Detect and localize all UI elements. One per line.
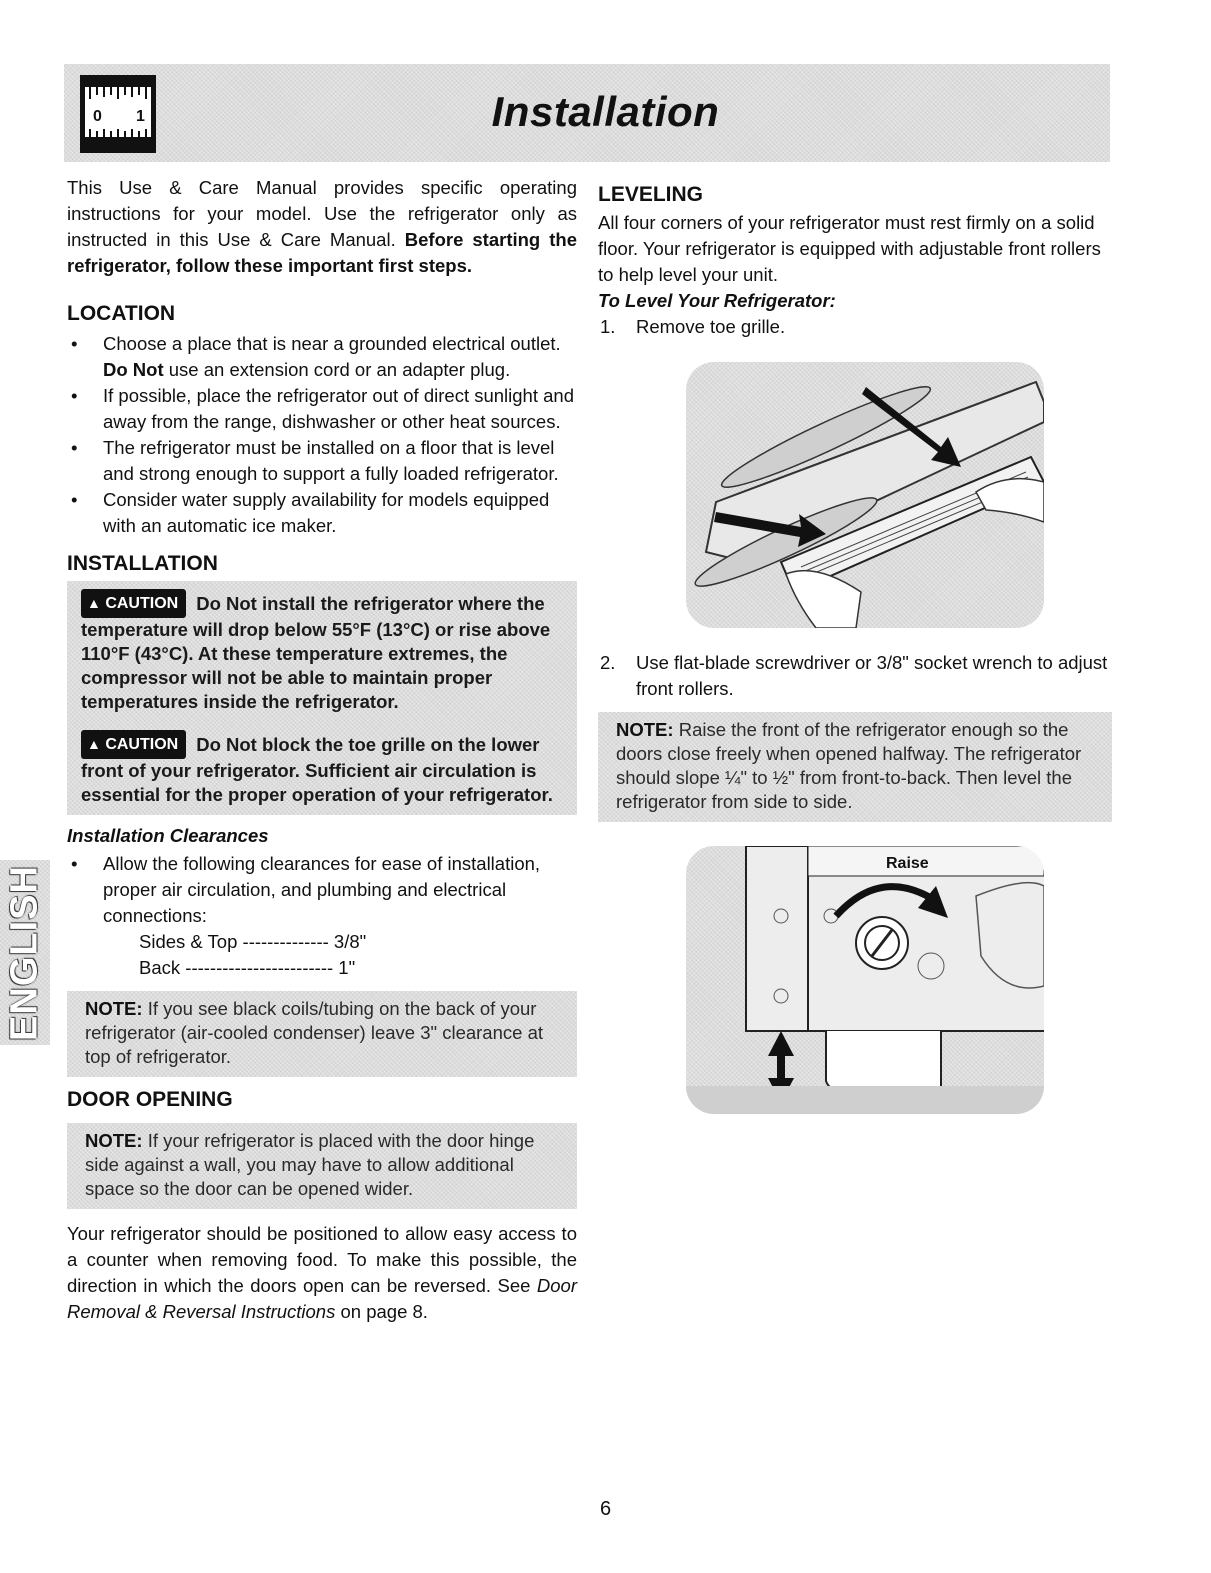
caution-box-temperature: [67, 581, 577, 722]
location-heading: LOCATION: [67, 302, 176, 325]
leveling-steps-1: [598, 314, 1112, 340]
clearances-list: [67, 851, 577, 929]
language-tab: [0, 860, 50, 1045]
step-item: 2. Use flat-blade screwdriver or 3/8" socket wrench to adjust front rollers.: [600, 652, 1108, 699]
note-label: NOTE:: [616, 719, 674, 740]
clearance-row-sides: Sides & Top -------------- 3/8": [139, 931, 367, 952]
raise-label: Raise: [886, 855, 929, 872]
page-number: 6: [599, 1498, 612, 1520]
door-opening-heading: DOOR OPENING: [67, 1088, 233, 1111]
door-removal-reference: Door Removal & Reversal Instructions: [67, 1275, 577, 1322]
note-label: NOTE:: [85, 1130, 143, 1151]
step-item: 1. Remove toe grille.: [600, 316, 786, 337]
caution-box-toe-grille: [67, 722, 577, 815]
clearance-note: [67, 991, 577, 1077]
list-item-text: Allow the following clearances for ease of installation, proper air circulation, and plumbing and electrical connections:: [103, 853, 541, 926]
leveling-paragraph: All four corners of your refrigerator must rest firmly on a solid floor. Your refrigerator is equipped with adjustable front rollers to help level your unit.: [598, 212, 1101, 285]
note-text: Raise the front of the refrigerator enough so the doors close freely when opened halfway. The refrigerator should slope ¼" to ½" from front-to-back. Then level the refrigerator from side to side.: [616, 719, 1082, 812]
caution-text: Do Not install the refrigerator where the temperature will drop below 55°F (13°C) or rise above 110°F (43°C). At these temperature extremes, the compressor will not be able to maintain proper temperatures inside the refrigerator.: [81, 593, 551, 712]
toe-grille-illustration: [686, 362, 1044, 628]
caution-badge: ▲ CAUTION: [81, 730, 186, 759]
installation-heading: INSTALLATION: [67, 552, 218, 575]
note-label: NOTE:: [85, 998, 143, 1019]
intro-bold: Before starting the refrigerator, follow these important first steps.: [67, 229, 578, 276]
caution-badge: ▲ CAUTION: [81, 589, 186, 618]
intro-paragraph: [67, 175, 577, 279]
list-item-text: Choose a place that is near a grounded electrical outlet.: [103, 333, 561, 354]
leveling-note: [598, 712, 1112, 822]
list-item-text: If possible, place the refrigerator out of direct sunlight and away from the range, dishwasher or other heat sources.: [103, 385, 574, 432]
list-item-text: Consider water supply availability for models equipped with an automatic ice maker.: [103, 489, 550, 536]
left-column: [67, 175, 577, 1325]
right-column: [598, 182, 1112, 1114]
door-opening-paragraph: Your refrigerator should be positioned to allow easy access to a counter when removing food. To make this possible, the direction in which the doors open can be reversed. See Door Removal & Reversal Instructions on page 8.: [67, 1223, 577, 1322]
leveling-subheading: To Level Your Refrigerator:: [598, 290, 836, 311]
clearance-row-back: Back ------------------------ 1": [139, 957, 356, 978]
page-title: Installation: [491, 88, 720, 135]
list-item-bold: Do Not: [103, 359, 164, 380]
list-item: • If possible, place the refrigerator out of direct sunlight and away from the range, dishwasher or other heat sources.: [71, 385, 574, 432]
note-text: If you see black coils/tubing on the back of your refrigerator (air-cooled condenser) leave 3" clearance at top of refrigerator.: [85, 998, 543, 1067]
ruler-label-0: 0: [93, 108, 102, 125]
list-item-text: use an extension cord or an adapter plug.: [168, 359, 511, 380]
list-item: • The refrigerator must be installed on a floor that is level and strong enough to support a fully loaded refrigerator.: [71, 437, 559, 484]
clearances-heading: Installation Clearances: [67, 825, 269, 846]
leveling-heading: LEVELING: [598, 183, 704, 206]
language-tab-label: ENGLISH: [3, 864, 46, 1041]
location-list: [67, 331, 577, 539]
list-item-text: The refrigerator must be installed on a floor that is level and strong enough to support a fully loaded refrigerator.: [103, 437, 559, 484]
door-opening-note: [67, 1123, 577, 1209]
warning-icon: ▲: [87, 595, 101, 611]
list-item: • Consider water supply availability for models equipped with an automatic ice maker.: [71, 489, 550, 536]
caution-text: Do Not block the toe grille on the lower front of your refrigerator. Sufficient air circulation is essential for the proper operation of your refrigerator.: [81, 734, 553, 805]
warning-icon: ▲: [87, 736, 101, 752]
note-text: If your refrigerator is placed with the door hinge side against a wall, you may have to allow additional space so the door can be opened wider.: [85, 1130, 535, 1199]
leveling-steps-2: [598, 650, 1112, 702]
list-item: • Choose a place that is near a grounded electrical outlet. Do Not use an extension cord or an adapter plug.: [71, 333, 561, 380]
roller-adjust-illustration: [686, 846, 1044, 1114]
intro-text: This Use & Care Manual provides specific operating instructions for your model. Use the refrigerator only as instructed in this Use & Care Manual.: [67, 177, 577, 250]
ruler-label-1: 1: [136, 108, 145, 125]
list-item: • Allow the following clearances for ease of installation, proper air circulation, and plumbing and electrical connections:: [71, 853, 541, 926]
